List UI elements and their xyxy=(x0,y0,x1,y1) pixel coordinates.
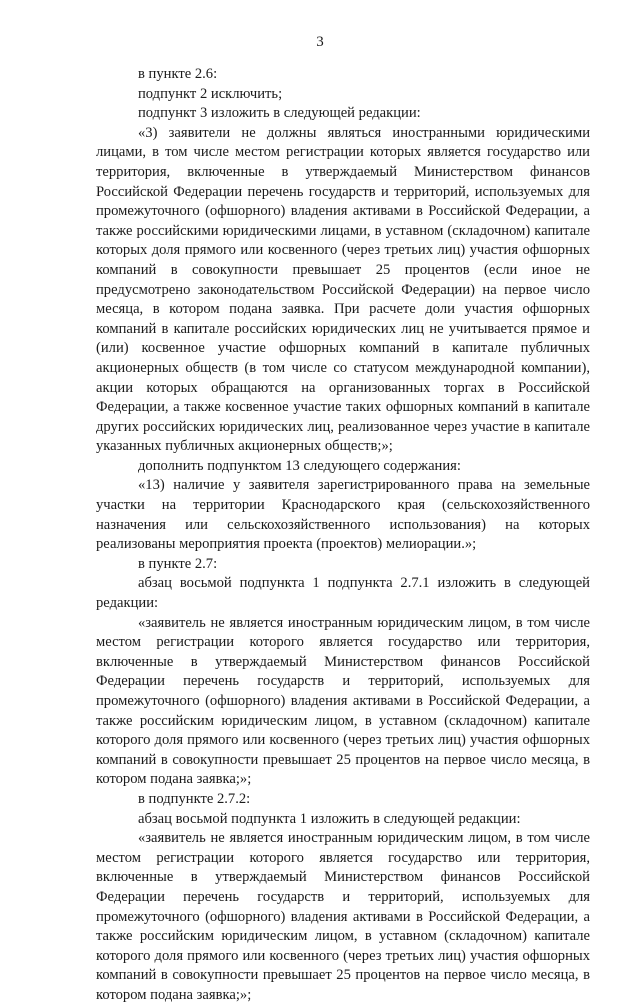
paragraph-2-7-2-text: «заявитель не является иностранным юридическим лицом, в том числе местом регистрации которого является государство или территория, включенные в утверждаемый Министерством финансов Российской Федерации перечень государств и территорий, используемых для промежуточного (офшорного) владения активами в Российской Федерации, а также российским юридическим лицом, в уставном (складочном) капитале которого доля прямого или косвенного (через третьих лиц) участия офшорных компаний в совокупности превышает 25 процентов на первое число месяца, в котором подана заявка;»; xyxy=(96,830,590,1003)
paragraph-subitem-3-text: «3) заявители не должны являться иностранными юридическими лицами, в том числе местом регистрации которых является государство или территория, включенные в утверждаемый Министерством финансов Российской Федерации перечень государств и территорий, используемых для промежуточного (офшорного) владения активами в Российской Федерации, а также российскими юридическими лицами, в уставном (складочном) капитале которых доля прямого или косвенного (через третьих лиц) участия офшорных компаний в совокупности превышает 25 процентов (если иное не предусмотрено законодательством Российской Федерации) на первое число месяца, в котором подана заявка. При расчете доли участия офшорных компаний в капитале российских юридических лиц не учитывается прямое и (или) косвенное участие офшорных компаний в капитале публичных акционерных обществ (в том числе со статусом международной компании), акции которых обращаются на организованных торгах в Российской Федерации, а также косвенное участие таких офшорных компаний в капитале других российских юридических лиц, реализованное через участие в капитале указанных публичных акционерных обществ;»; xyxy=(96,124,590,455)
document-body xyxy=(96,65,590,1006)
paragraph-2-7-1-text: «заявитель не является иностранным юридическим лицом, в том числе местом регистрации которого является государство или территория, включенные в утверждаемый Министерством финансов Российской Федерации перечень государств и территорий, используемых для промежуточного (офшорного) владения активами в Российской Федерации, а также российским юридическим лицом, в уставном (складочном) капитале которого доля прямого или косвенного (через третьих лиц) участия офшорных компаний в совокупности превышает 25 процентов на первое число месяца, в котором подана заявка;»; xyxy=(96,614,590,788)
paragraph-subitem-2-excluded: подпункт 2 исключить; xyxy=(138,85,283,102)
paragraph-2-7-2-intro: абзац восьмой подпункта 1 изложить в следующей редакции: xyxy=(138,810,521,827)
page-number: 3 xyxy=(316,34,324,50)
paragraph-subitem-13-text: «13) наличие у заявителя зарегистрированного права на земельные участки на территории Краснодарского края (сельскохозяйственного назначения или сельскохозяйственного использования) на которых реализованы мероприятия проекта (проектов) мелиорации.»; xyxy=(96,477,590,553)
paragraph-subitem-13-intro: дополнить подпунктом 13 следующего содержания: xyxy=(138,457,461,474)
paragraph-subitem-3-intro: подпункт 3 изложить в следующей редакции: xyxy=(138,105,421,122)
paragraph-item-2-6: в пункте 2.6: xyxy=(138,66,218,82)
paragraph-2-7-1-intro: абзац восьмой подпункта 1 подпункта 2.7.1 изложить в следующей редакции: xyxy=(96,575,590,612)
paragraph-item-2-7: в пункте 2.7: xyxy=(138,555,218,572)
paragraph-2-7-2-heading: в подпункте 2.7.2: xyxy=(138,790,251,807)
